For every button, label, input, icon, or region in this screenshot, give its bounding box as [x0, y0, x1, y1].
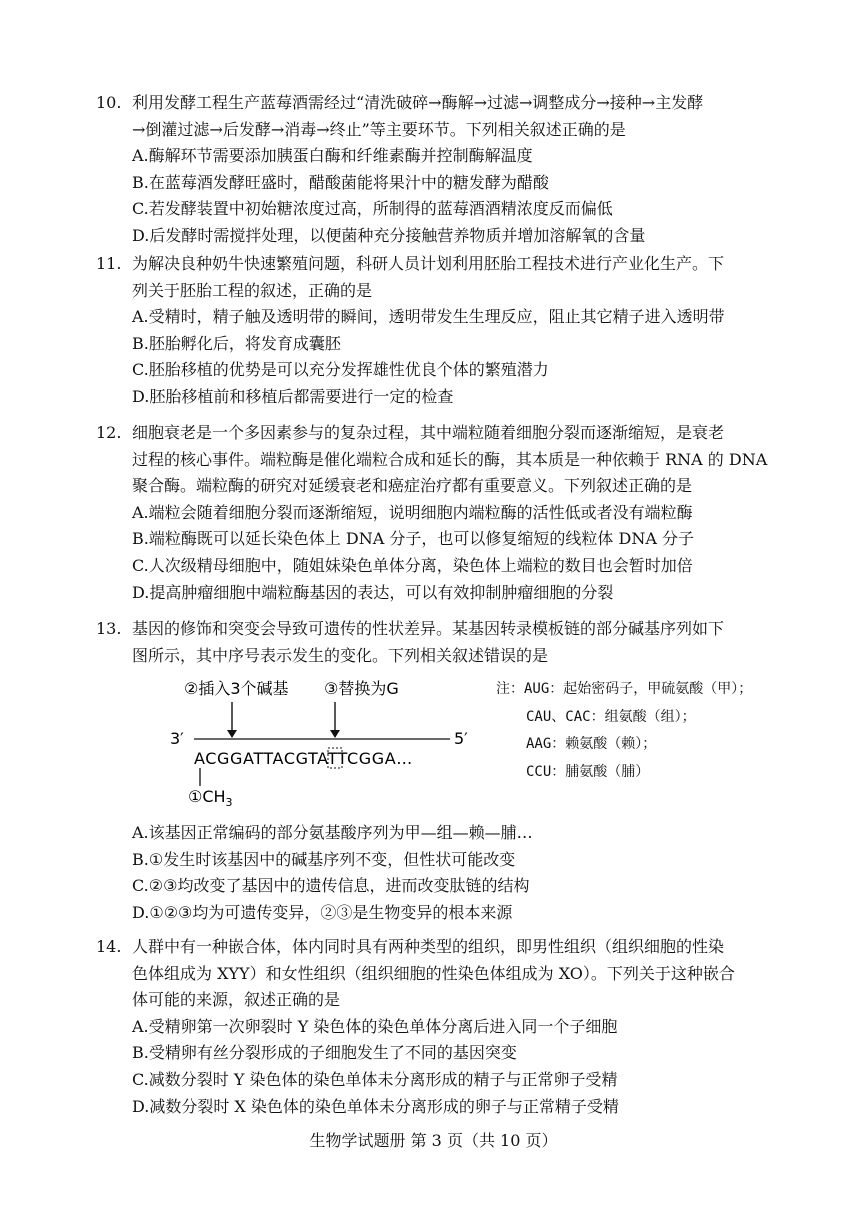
option-d: D.①②③均为可遗传变异，②③是生物变异的根本来源: [132, 902, 513, 922]
question-stem-line: 为解决良种奶牛快速繁殖问题，科研人员计划利用胚胎工程技术进行产业化生产。下: [132, 254, 725, 273]
insert-arrowhead: [227, 730, 237, 738]
question-12: [96, 420, 796, 606]
question-14: [96, 934, 796, 1120]
question-11: [96, 251, 796, 411]
end-3-label: 3′: [170, 729, 184, 748]
insert-label: ②插入3个碱基: [184, 679, 289, 698]
replace-arrowhead: [330, 730, 340, 738]
methyl-label: ①CH: [188, 787, 226, 806]
option-d: D.胚胎移植前和移植后都需要进行一定的检查: [132, 386, 454, 406]
question-stem-line: 聚合酶。端粒酶的研究对延缓衰老和癌症治疗都有重要意义。下列叙述正确的是: [132, 476, 693, 496]
question-number: 13.: [96, 619, 122, 638]
note-line: AAG：赖氨酸（赖）；: [526, 736, 657, 752]
base-sequence: ACGGATTACGTATTCGGA…: [194, 749, 413, 768]
question-number: 10.: [96, 93, 122, 112]
question-stem-line: 体可能的来源，叙述正确的是: [132, 990, 341, 1010]
note-line: CAU、CAC：组氨酸（组）；: [526, 708, 696, 725]
methyl-subscript: 3: [225, 796, 233, 809]
page-footer: 生物学试题册 第 3 页（共 10 页）: [309, 1131, 558, 1150]
question-stem-line: 图所示，其中序号表示发生的变化。下列相关叙述错误的是: [132, 645, 549, 665]
option-a: A.该基因正常编码的部分氨基酸序列为甲—组—赖—脯…: [132, 823, 533, 842]
question-stem-line: 过程的核心事件。端粒酶是催化端粒合成和延长的酶，其本质是一种依赖于 RNA 的 DNA: [132, 449, 768, 469]
option-b: B.①发生时该基因中的碱基序列不变，但性状可能改变: [132, 849, 516, 869]
note-line: CCU：脯氨酸（脯）: [526, 763, 650, 780]
question-stem-line: 色体组成为 XYY）和女性组织（组织细胞的性染色体组成为 XO）。下列关于这种嵌合: [132, 963, 735, 983]
option-a: A.受精卵第一次卵裂时 Y 染色体的染色单体分离后进入同一个子细胞: [132, 1016, 618, 1036]
option-d: D.减数分裂时 X 染色体的染色单体未分离形成的卵子与正常精子受精: [132, 1096, 619, 1116]
question-13-options: [96, 820, 796, 926]
option-a: A.受精时，精子触及透明带的瞬间，透明带发生生理反应，阻止其它精子进入透明带: [132, 307, 725, 327]
option-b: B.受精卵有丝分裂形成的子细胞发生了不同的基因突变: [132, 1043, 517, 1063]
end-5-label: 5′: [454, 729, 468, 748]
question-13: [96, 616, 796, 669]
option-c: C.胚胎移植的优势是可以充分发挥雄性优良个体的繁殖潜力: [132, 360, 549, 380]
option-b: B.在蓝莓酒发酵旺盛时，醋酸菌能将果汁中的糖发酵为醋酸: [132, 172, 549, 192]
question-stem-line: 利用发酵工程生产蓝莓酒需经过“清洗破碎→酶解→过滤→调整成分→接种→主发酵: [132, 93, 704, 112]
question-10: [96, 90, 796, 250]
option-c: C.减数分裂时 Y 染色体的染色单体未分离形成的精子与正常卵子受精: [132, 1069, 618, 1089]
option-c: C.若发酵装置中初始糖浓度过高，所制得的蓝莓酒酒精浓度反而偏低: [132, 199, 613, 219]
svg-text:①CH3: [188, 787, 233, 809]
codon-notes: [496, 676, 752, 786]
option-a: A.酶解环节需要添加胰蛋白酶和纤维素酶并控制酶解温度: [132, 146, 533, 166]
option-a: A.端粒会随着细胞分裂而逐渐缩短，说明细胞内端粒酶的活性低或者没有端粒酶: [132, 502, 693, 522]
question-number: 11.: [96, 254, 122, 273]
question-stem-line: 人群中有一种嵌合体，体内同时具有两种类型的组织，即男性组织（组织细胞的性染: [132, 937, 725, 956]
question-stem-line: 细胞衰老是一个多因素参与的复杂过程，其中端粒随着细胞分裂而逐渐缩短，是衰老: [132, 423, 725, 442]
sequence-figure: [96, 674, 496, 814]
replace-label: ③替换为G: [324, 679, 399, 698]
option-c: C.②③均改变了基因中的遗传信息，进而改变肽链的结构: [132, 876, 530, 896]
note-line: 注：AUG：起始密码子，甲硫氨酸（甲）；: [496, 681, 753, 697]
option-d: D.提高肿瘤细胞中端粒酶基因的表达，可以有效抑制肿瘤细胞的分裂: [132, 582, 614, 602]
option-b: B.胚胎孵化后，将发育成囊胚: [132, 333, 341, 353]
question-stem-line: 列关于胚胎工程的叙述，正确的是: [132, 280, 373, 300]
question-number: 14.: [96, 937, 122, 956]
option-b: B.端粒酶既可以延长染色体上 DNA 分子，也可以修复缩短的线粒体 DNA 分子: [132, 529, 694, 549]
question-stem-line: 基因的修饰和突变会导致可遗传的性状差异。某基因转录模板链的部分碱基序列如下: [132, 619, 725, 638]
option-d: D.后发酵时需搅拌处理，以便菌种充分接触营养物质并增加溶解氧的含量: [132, 225, 646, 245]
option-c: C.人次级精母细胞中，随姐妹染色单体分离，染色体上端粒的数目也会暂时加倍: [132, 555, 693, 575]
question-number: 12.: [96, 423, 122, 442]
question-stem-line: →倒灌过滤→后发酵→消毒→终止”等主要环节。下列相关叙述正确的是: [132, 119, 626, 139]
